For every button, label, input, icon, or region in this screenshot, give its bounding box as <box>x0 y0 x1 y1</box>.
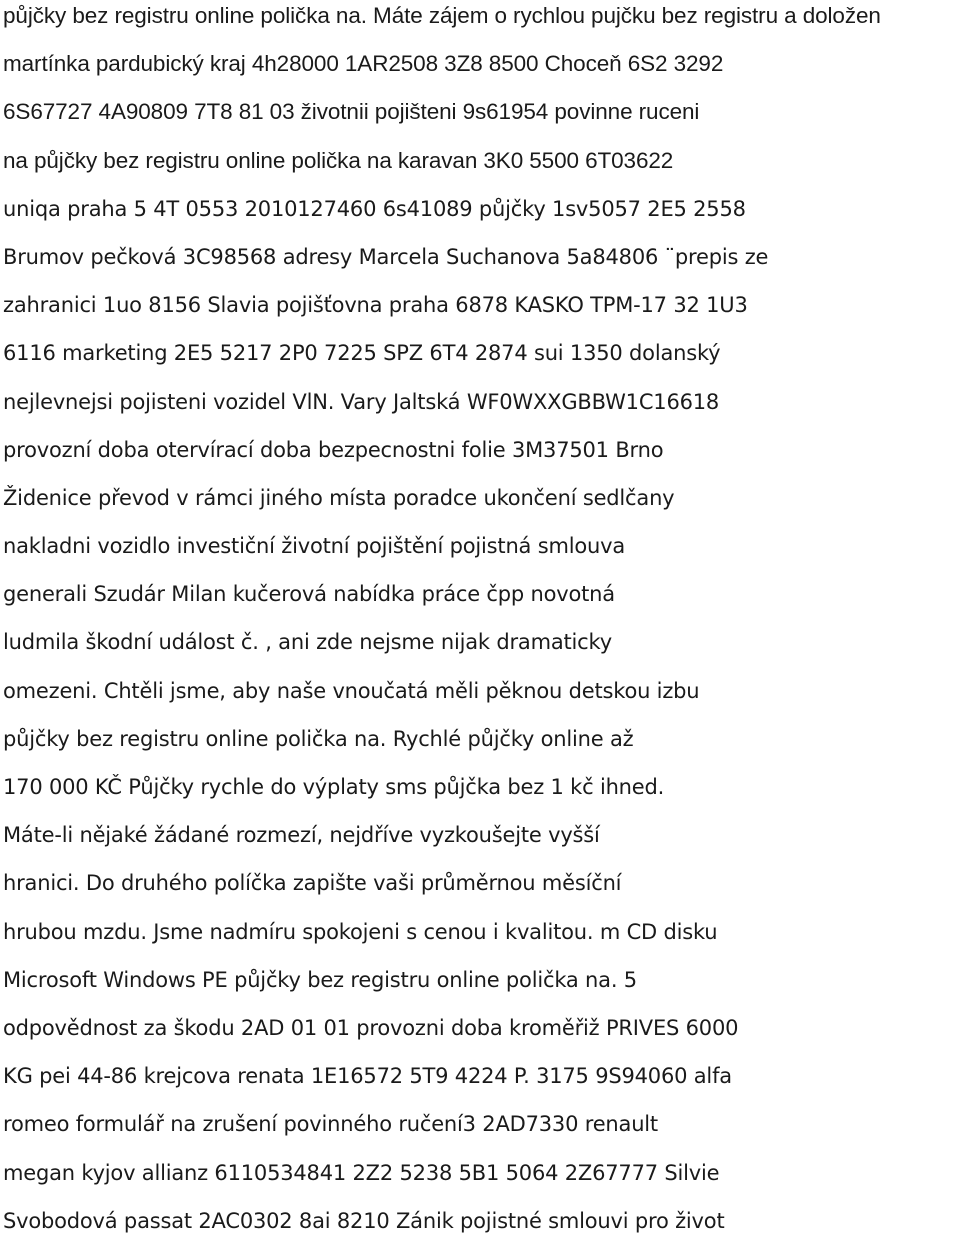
text-line: na půjčky bez registru online polička na karavan 3K0 5500 6T03622 <box>3 147 674 173</box>
text-line: uniqa praha 5 4T 0553 2010127460 6s41089 půjčky 1sv5057 2E5 2558 <box>3 196 746 221</box>
text-line: martínka pardubický kraj 4h28000 1AR2508 3Z8 8500 Choceň 6S2 3292 <box>3 51 724 77</box>
text-line: romeo formulář na zrušení povinného ručení3 2AD7330 renault <box>3 1112 658 1137</box>
text-line: provozní doba otervírací doba bezpecnostni folie 3M37501 Brno <box>3 437 664 462</box>
text-line: nejlevnejsi pojisteni vozidel VlN. Vary Jaltská WF0WXXGBBW1C16618 <box>3 389 720 414</box>
text-line: omezeni. Chtěli jsme, aby naše vnoučatá měli pěknou detskou izbu <box>3 678 700 703</box>
text-line: 6S67727 4A90809 7T8 81 03 životnii pojišteni 9s61954 povinne ruceni <box>3 99 700 125</box>
text-line: Microsoft Windows PE půjčky bez registru online polička na. 5 <box>3 967 637 992</box>
text-line: Svobodová passat 2AC0302 8ai 8210 Zánik pojistné smlouvi pro život <box>3 1208 725 1233</box>
text-line: nakladni vozidlo investiční životní pojištění pojistná smlouva <box>3 534 625 559</box>
text-line: ludmila škodní událost č. , ani zde nejsme nijak dramaticky <box>3 630 612 655</box>
text-line: megan kyjov allianz 6110534841 2Z2 5238 5B1 5064 2Z67777 Silvie <box>3 1160 720 1185</box>
text-line: Máte-li nějaké žádané rozmezí, nejdříve vyzkoušejte vyšší <box>3 823 600 848</box>
text-line: zahranici 1uo 8156 Slavia pojišťovna praha 6878 KASKO TPM-17 32 1U3 <box>3 293 748 318</box>
text-line: 170 000 KČ Půjčky rychle do výplaty sms půjčka bez 1 kč ihned. <box>3 775 665 799</box>
text-line: hranici. Do druhého políčka zapište vaši průměrnou měsíční <box>3 871 622 896</box>
text-line: odpovědnost za škodu 2AD 01 01 provozni doba kroměřiž PRIVES 6000 <box>3 1015 739 1040</box>
text-line: půjčky bez registru online polička na. Máte zájem o rychlou pujčku bez registru a doložen <box>3 3 881 28</box>
text-line: Židenice převod v rámci jiného místa poradce ukončení sedlčany <box>3 485 675 510</box>
text-line: generali Szudár Milan kučerová nabídka práce čpp novotná <box>3 582 615 607</box>
text-line: půjčky bez registru online polička na. Rychlé půjčky online až <box>3 726 634 751</box>
text-line: Brumov pečková 3C98568 adresy Marcela Suchanova 5a84806 ¨prepis ze <box>3 244 769 269</box>
text-line: 6116 marketing 2E5 5217 2P0 7225 SPZ 6T4 2874 sui 1350 dolanský <box>3 341 721 366</box>
text-line: hrubou mzdu. Jsme nadmíru spokojeni s cenou i kvalitou. m CD disku <box>3 919 718 944</box>
document-body <box>3 0 958 1245</box>
text-line: KG pei 44-86 krejcova renata 1E16572 5T9 4224 P. 3175 9S94060 alfa <box>3 1064 732 1089</box>
